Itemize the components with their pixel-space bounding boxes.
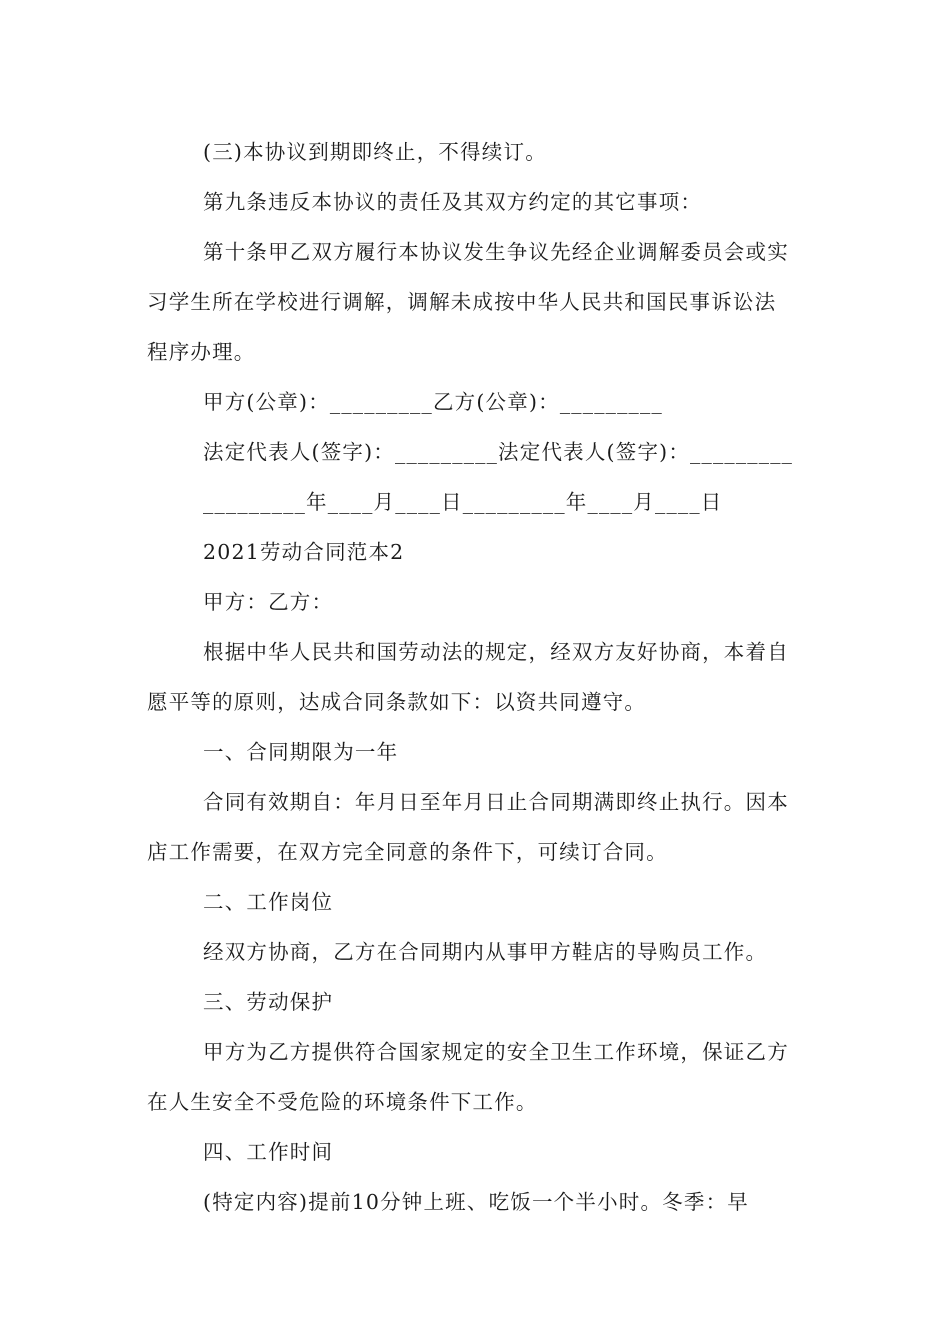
clause-heading: 一、合同期限为一年 [203, 740, 399, 764]
paragraph-line: 第十条甲乙双方履行本协议发生争议先经企业调解委员会或实 [203, 240, 789, 264]
clause-heading: 三、劳动保护 [203, 990, 334, 1014]
paragraph-line: 店工作需要，在双方完全同意的条件下，可续订合同。 [147, 840, 668, 864]
signature-line: 法定代表人(签字)：_________法定代表人(签字)：_________ [203, 440, 794, 464]
paragraph-line: 习学生所在学校进行调解，调解未成按中华人民共和国民事诉讼法 [147, 290, 777, 314]
paragraph-line: (特定内容)提前10分钟上班、吃饭一个半小时。冬季：早 [203, 1190, 749, 1214]
paragraph-line: 合同有效期自：年月日至年月日止合同期满即终止执行。因本 [203, 790, 789, 814]
paragraph-line: 根据中华人民共和国劳动法的规定，经双方友好协商，本着自 [203, 640, 789, 664]
signature-line: 甲方(公章)：_________乙方(公章)：_________ [203, 390, 663, 414]
paragraph-line: 愿平等的原则，达成合同条款如下：以资共同遵守。 [147, 690, 647, 714]
clause-heading: 二、工作岗位 [203, 890, 334, 914]
paragraph-line: (三)本协议到期即终止，不得续订。 [203, 140, 547, 164]
paragraph-line: 第九条违反本协议的责任及其双方约定的其它事项： [203, 190, 703, 214]
paragraph-line: 经双方协商，乙方在合同期内从事甲方鞋店的导购员工作。 [203, 940, 768, 964]
clause-heading: 四、工作时间 [203, 1140, 334, 1164]
paragraph-line: 程序办理。 [147, 340, 256, 364]
paragraph-line: 甲方为乙方提供符合国家规定的安全卫生工作环境，保证乙方 [203, 1040, 789, 1064]
section-title: 2021劳动合同范本2 [203, 540, 405, 564]
paragraph-line: 在人生安全不受危险的环境条件下工作。 [147, 1090, 538, 1114]
paragraph-line: 甲方：乙方： [203, 590, 334, 614]
date-line: _________年____月____日_________年____月____日 [203, 490, 723, 514]
